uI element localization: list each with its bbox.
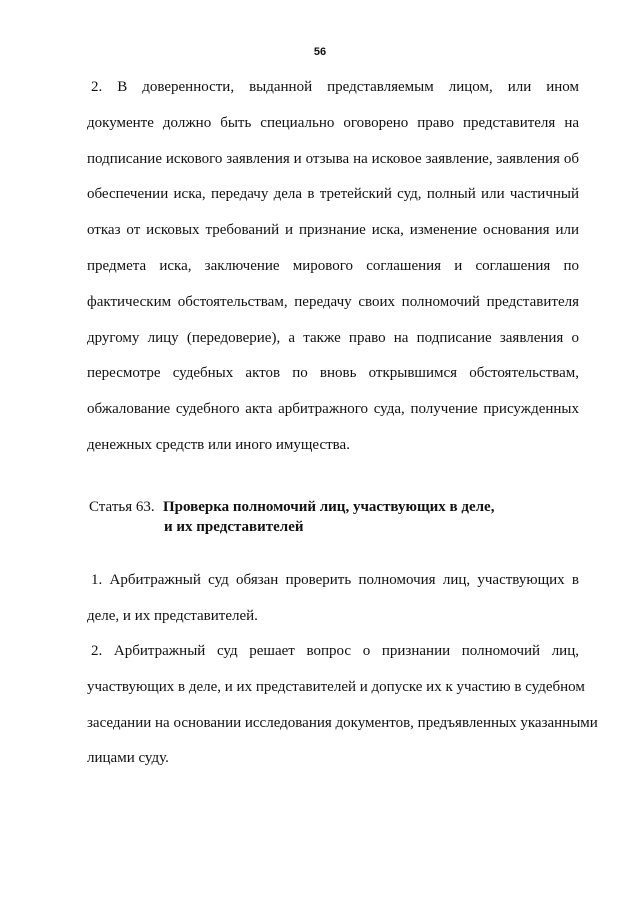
text-line: отказ от исковых требований и признание иска, изменение основания или (87, 222, 579, 239)
article-paragraph-2 (87, 641, 598, 784)
text-line: обеспечении иска, передачу дела в третейский суд, полный или частичный (87, 186, 579, 203)
text-line: документе должно быть специально оговорено право представителя на (87, 114, 579, 131)
article-title-line-1: Проверка полномочий лиц, участвующих в деле, (163, 499, 495, 515)
text-line: другому лицу (передоверие), а также право на подписание заявления о (87, 329, 579, 346)
text-line: 2. Арбитражный суд решает вопрос о признании полномочий лиц, (91, 643, 579, 659)
text-line: подписание искового заявления и отзыва на исковое заявление, заявления об (87, 150, 579, 167)
text-line: предмета иска, заключение мирового соглашения и соглашения по (87, 257, 579, 274)
text-line: 1. Арбитражный суд обязан проверить полномочия лиц, участвующих в (91, 572, 579, 588)
text-line: участвующих в деле, и их представителей и допуске их к участию в судебном (87, 678, 585, 695)
article-number: Статья 63. (89, 499, 155, 515)
paragraph-2 (87, 77, 579, 471)
text-line: фактическим обстоятельствам, передачу своих полномочий представителя (87, 293, 579, 310)
article-heading (89, 497, 494, 537)
text-line: 2. В доверенности, выданной представляемым лицом, или ином (91, 79, 579, 95)
page-number: 56 (313, 46, 327, 58)
article-paragraph-1 (87, 570, 579, 642)
text-line: деле, и их представителей. (87, 607, 258, 624)
text-line: пересмотре судебных актов по вновь открывшимся обстоятельствам, (87, 365, 579, 382)
text-line: лицами суду. (87, 750, 169, 767)
article-title-line-2: и их представителей (164, 519, 304, 535)
text-line: денежных средств или иного имущества. (87, 436, 350, 453)
text-line: заседании на основании исследования документов, предъявленных указанными (87, 714, 598, 731)
text-line: обжалование судебного акта арбитражного суда, получение присужденных (87, 401, 579, 418)
